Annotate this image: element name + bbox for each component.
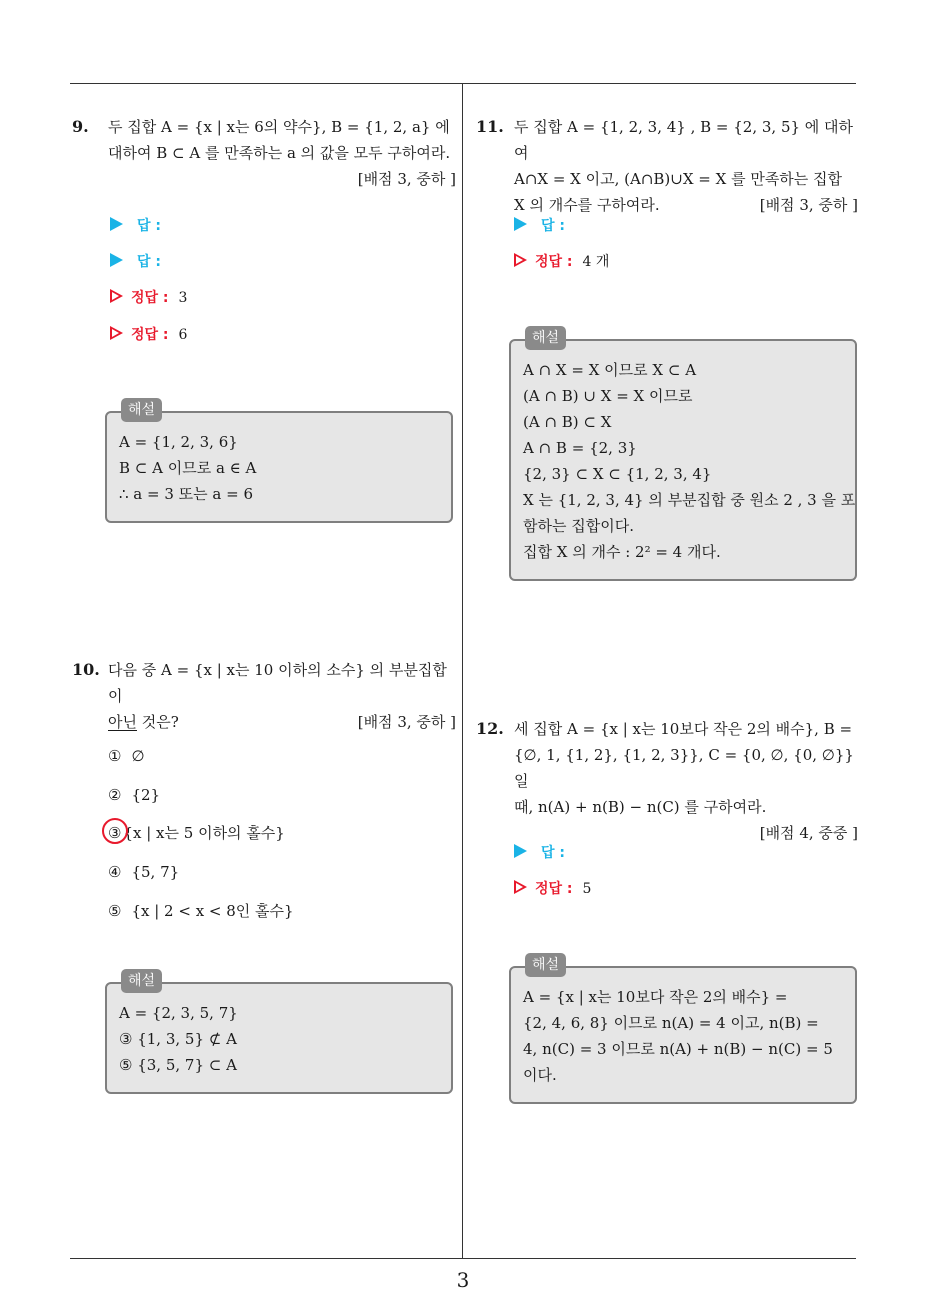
answer-label: 답 : — [541, 218, 565, 234]
question-number: 12. — [476, 719, 504, 738]
correct-answer-line — [110, 325, 187, 345]
question-number: 10. — [72, 660, 100, 679]
correct-label: 정답 : — [535, 254, 573, 270]
play-arrow-icon — [514, 217, 527, 231]
explanation-line: ∴ a = 3 또는 a = 6 — [119, 485, 254, 503]
explanation-box — [509, 957, 857, 1104]
points-label: [배점 4, 중중 ] — [759, 824, 858, 842]
choice-number: ② — [108, 786, 122, 804]
choice-number: ① — [108, 747, 122, 765]
correct-answer-line — [110, 288, 187, 308]
question-text-line: 세 집합 A = {x | x는 10보다 작은 2의 배수}, B = — [514, 720, 853, 738]
explanation-line: X 는 {1, 2, 3, 4} 의 부분집합 중 원소 2 , 3 을 포 — [523, 491, 856, 509]
question-text-line: 두 집합 A = {1, 2, 3, 4} , B = {2, 3, 5} 에 대하여 — [514, 118, 854, 162]
explanation-box — [105, 973, 453, 1094]
explanation-line: (A ∩ B) ∪ X = X 이므로 — [523, 387, 693, 405]
question-text-line: {∅, 1, {1, 2}, {1, 2, 3}}, C = {0, ∅, {0, ∅}} 일 — [514, 746, 854, 790]
outline-arrow-icon — [110, 326, 123, 340]
choice-text: {5, 7} — [131, 863, 180, 881]
question-text-line: 다음 중 A = {x | x는 10 이하의 소수} 의 부분집합이 — [108, 661, 447, 705]
outline-arrow-icon — [514, 253, 527, 267]
points-label: [배점 3, 중하 ] — [357, 713, 456, 731]
answer-label: 답 : — [541, 845, 565, 861]
question-text-line: 대하여 B ⊂ A 를 만족하는 a 의 값을 모두 구하여라. — [108, 144, 451, 162]
answer-label: 답 : — [137, 218, 161, 234]
correct-answer-value: 3 — [178, 290, 188, 306]
question-10 — [72, 657, 456, 735]
choice-3[interactable] — [108, 822, 285, 844]
choice-1[interactable] — [108, 745, 145, 767]
explanation-line: A = {1, 2, 3, 6} — [119, 433, 238, 451]
explanation-line: A = {x | x는 10보다 작은 2의 배수} = — [523, 988, 788, 1006]
question-12 — [476, 716, 858, 846]
choice-2[interactable] — [108, 784, 160, 806]
explanation-line: ⑤ {3, 5, 7} ⊂ A — [119, 1056, 237, 1074]
column-divider — [462, 83, 463, 1258]
bottom-rule — [70, 1258, 856, 1259]
explanation-tag: 해설 — [121, 969, 162, 993]
correct-answer-line — [514, 252, 609, 272]
correct-answer-value: 5 — [582, 881, 592, 897]
correct-answer-line — [514, 879, 591, 899]
points-label: [배점 3, 중하 ] — [759, 196, 858, 214]
correct-label: 정답 : — [131, 290, 169, 306]
underlined-word: 아닌 — [108, 713, 137, 731]
choice-4[interactable] — [108, 861, 179, 883]
explanation-box — [509, 330, 857, 581]
play-arrow-icon — [110, 217, 123, 231]
explanation-line: 4, n(C) = 3 이므로 n(A) + n(B) − n(C) = 5 — [523, 1040, 833, 1058]
correct-label: 정답 : — [535, 881, 573, 897]
explanation-line: 이다. — [523, 1066, 557, 1084]
question-text-line: 두 집합 A = {x | x는 6의 약수}, B = {1, 2, a} 에 — [108, 118, 450, 136]
correct-answer-value: 6 — [178, 327, 188, 343]
choice-number: ⑤ — [108, 902, 122, 920]
answer-line — [514, 216, 565, 236]
explanation-tag: 해설 — [525, 326, 566, 350]
selected-answer-circle — [102, 818, 128, 844]
answer-line — [110, 252, 161, 272]
answer-line — [514, 843, 565, 863]
explanation-line: (A ∩ B) ⊂ X — [523, 413, 612, 431]
choice-number: ④ — [108, 863, 122, 881]
explanation-line: 함하는 집합이다. — [523, 517, 634, 535]
explanation-box — [105, 402, 453, 523]
question-number: 9. — [72, 117, 89, 136]
play-arrow-icon — [514, 844, 527, 858]
question-11 — [476, 114, 858, 218]
page-number: 3 — [456, 1268, 470, 1292]
question-number: 11. — [476, 117, 504, 136]
top-rule — [70, 83, 856, 84]
play-arrow-icon — [110, 253, 123, 267]
choice-text: {2} — [131, 786, 161, 804]
question-text-line: A∩X = X 이고, (A∩B)∪X = X 를 만족하는 집합 — [514, 170, 843, 188]
answer-line — [110, 216, 161, 236]
choice-number: ③ — [108, 824, 122, 842]
explanation-line: A ∩ B = {2, 3} — [523, 439, 637, 457]
answer-label: 답 : — [137, 254, 161, 270]
explanation-line: B ⊂ A 이므로 a ∈ A — [119, 459, 257, 477]
question-text-line: X 의 개수를 구하여라. — [514, 196, 660, 214]
question-9 — [72, 114, 456, 192]
explanation-line: ③ {1, 3, 5} ⊄ A — [119, 1030, 237, 1048]
explanation-line: 집합 X 의 개수 : 2² = 4 개다. — [523, 543, 721, 561]
explanation-line: A ∩ X = X 이므로 X ⊂ A — [523, 361, 697, 379]
explanation-tag: 해설 — [121, 398, 162, 422]
explanation-tag: 해설 — [525, 953, 566, 977]
choice-5[interactable] — [108, 900, 294, 922]
explanation-line: {2, 3} ⊂ X ⊂ {1, 2, 3, 4} — [523, 465, 712, 483]
explanation-line: {2, 4, 6, 8} 이므로 n(A) = 4 이고, n(B) = — [523, 1014, 819, 1032]
points-label: [배점 3, 중하 ] — [357, 170, 456, 188]
question-text-line: 때, n(A) + n(B) − n(C) 를 구하여라. — [514, 798, 767, 816]
explanation-line: A = {2, 3, 5, 7} — [119, 1004, 238, 1022]
outline-arrow-icon — [110, 289, 123, 303]
choice-text: {x | x는 5 이하의 홀수} — [123, 824, 285, 842]
choice-text: ∅ — [131, 747, 145, 765]
outline-arrow-icon — [514, 880, 527, 894]
choice-text: {x | 2 < x < 8인 홀수} — [131, 902, 294, 920]
question-text-line: 것은? — [136, 713, 179, 731]
correct-answer-value: 4 개 — [582, 254, 610, 270]
correct-label: 정답 : — [131, 327, 169, 343]
